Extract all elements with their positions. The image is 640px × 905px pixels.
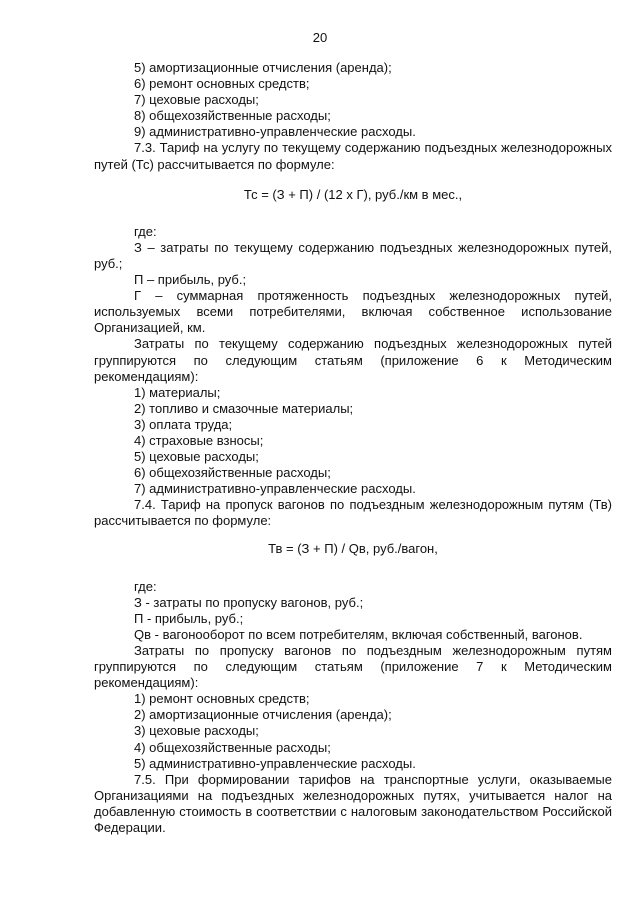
list-item: 8) общехозяйственные расходы; <box>134 108 331 124</box>
list-item: 6) ремонт основных средств; <box>134 76 310 92</box>
where-label: где: <box>134 223 157 239</box>
definition-item: П - прибыль, руб.; <box>134 610 244 626</box>
cost-grouping-paragraph: Затраты по текущему содержанию подъездных железнодорожных путей группируются по следующим статьям (приложение 6 к Методическим рекомендациям): <box>94 336 612 384</box>
definition-item: П – прибыль, руб.; <box>134 272 247 288</box>
list-item: 4) общехозяйственные расходы; <box>134 739 331 755</box>
document-body <box>94 60 612 836</box>
paragraph-7-4: 7.4. Тариф на пропуск вагонов по подъездным железнодорожным путям (Тв) рассчитывается по формуле: <box>94 497 612 529</box>
list-item: 7) административно-управленческие расходы. <box>134 481 416 497</box>
definition-item: Г – суммарная протяженность подъездных железнодорожных путей, используемых всеми потребителями, включая собственное использование Организацией, км. <box>94 288 612 336</box>
list-item: 5) амортизационные отчисления (аренда); <box>134 60 392 75</box>
paragraph-7-3: 7.3. Тариф на услугу по текущему содержанию подъездных железнодорожных путей (Тс) рассчитывается по формуле: <box>94 140 612 172</box>
formula-tv: Тв = (З + П) / Qв, руб./вагон, <box>268 540 438 556</box>
list-item: 7) цеховые расходы; <box>134 92 259 108</box>
cost-grouping-paragraph: Затраты по пропуску вагонов по подъездным железнодорожным путям группируются по следующим статьям (приложение 7 к Методическим рекомендациям): <box>94 643 612 691</box>
list-item: 5) административно-управленческие расходы. <box>134 755 416 771</box>
paragraph-7-5: 7.5. При формировании тарифов на транспортные услуги, оказываемые Организациями на подъездных железнодорожных путях, учитывается налог на добавленную стоимость в соответствии с налоговым законодательством Российской Федерации. <box>94 771 612 836</box>
list-item: 1) материалы; <box>134 384 221 400</box>
list-item: 1) ремонт основных средств; <box>134 691 310 707</box>
definition-item: З – затраты по текущему содержанию подъездных железнодорожных путей, руб.; <box>94 239 612 271</box>
definition-item: Qв - вагонооборот по всем потребителям, включая собственный, вагонов. <box>134 626 583 642</box>
list-item: 2) амортизационные отчисления (аренда); <box>134 707 392 723</box>
list-item: 3) оплата труда; <box>134 416 233 432</box>
list-item: 5) цеховые расходы; <box>134 449 259 465</box>
page-number: 20 <box>312 30 328 45</box>
where-label: где: <box>134 578 157 594</box>
list-item: 9) административно-управленческие расходы. <box>134 124 416 140</box>
list-item: 2) топливо и смазочные материалы; <box>134 400 354 416</box>
list-item: 6) общехозяйственные расходы; <box>134 465 331 481</box>
list-item: 3) цеховые расходы; <box>134 723 259 739</box>
list-item: 4) страховые взносы; <box>134 432 264 448</box>
formula-tc: Тс = (З + П) / (12 х Г), руб./км в мес., <box>243 186 463 202</box>
definition-item: З - затраты по пропуску вагонов, руб.; <box>134 594 364 610</box>
